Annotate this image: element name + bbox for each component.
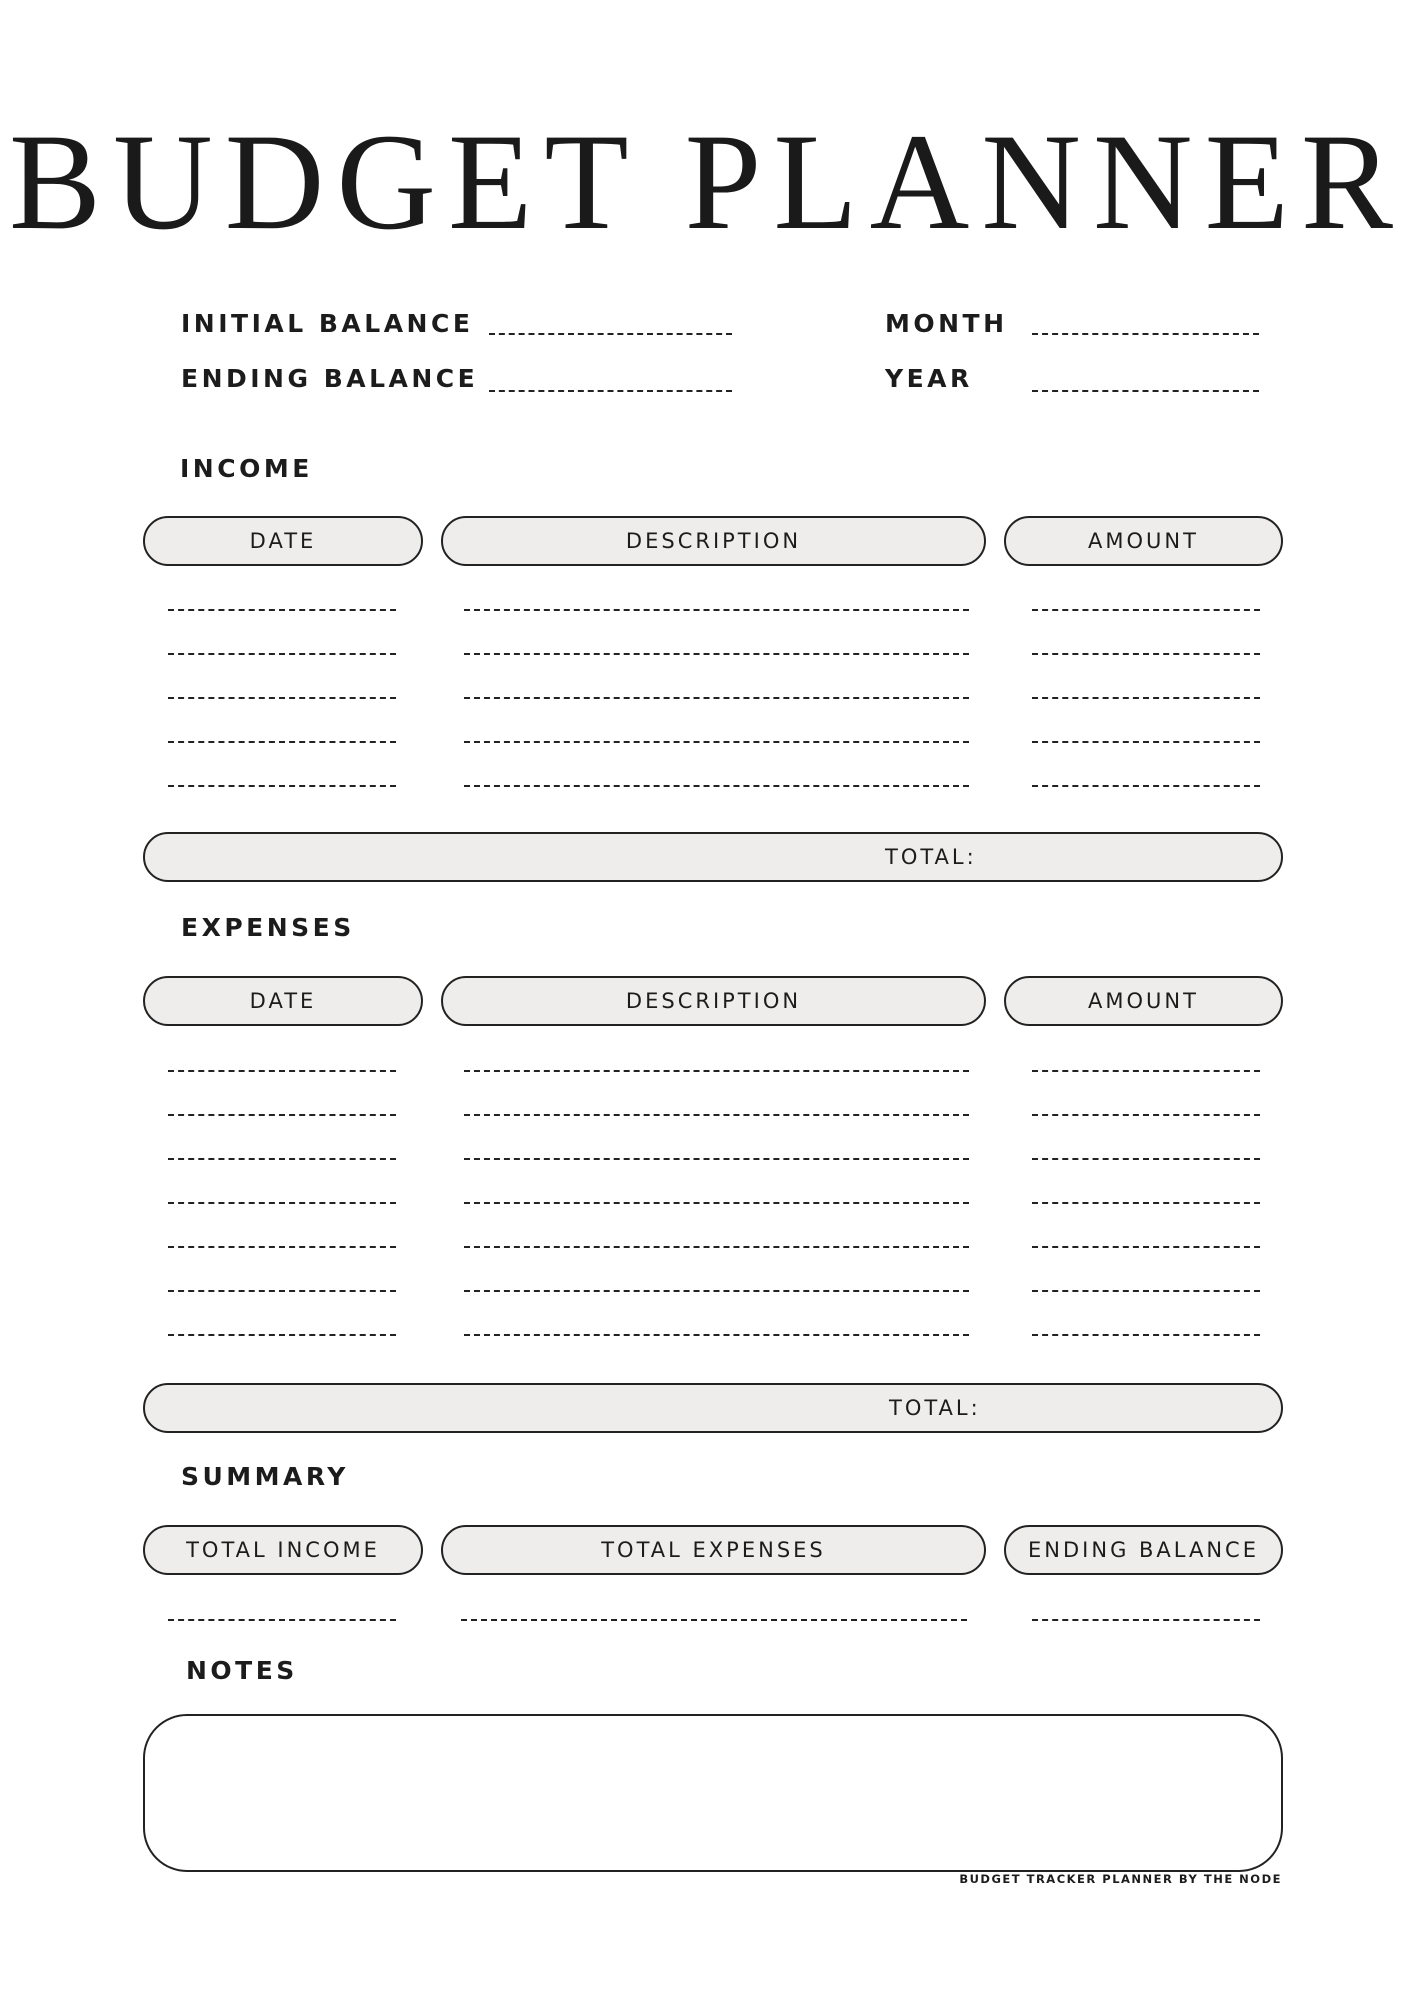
summary-heading: SUMMARY [181, 1462, 349, 1491]
income-description-field[interactable] [464, 609, 969, 611]
income-amount-field[interactable] [1032, 609, 1260, 611]
expense-amount-field[interactable] [1032, 1290, 1260, 1292]
summary-ending-balance-field[interactable] [1032, 1619, 1260, 1621]
expense-description-field[interactable] [464, 1070, 969, 1072]
notes-box[interactable] [143, 1714, 1283, 1872]
year-label: YEAR [885, 364, 973, 393]
income-description-field[interactable] [464, 741, 969, 743]
footer-credit: BUDGET TRACKER PLANNER BY THE NODE [959, 1872, 1282, 1886]
expense-description-field[interactable] [464, 1334, 969, 1336]
income-heading: INCOME [180, 454, 313, 483]
notes-heading: NOTES [186, 1656, 298, 1685]
income-date-header: DATE [143, 516, 423, 566]
expense-description-field[interactable] [464, 1114, 969, 1116]
expense-description-field[interactable] [464, 1202, 969, 1204]
initial-balance-field[interactable] [489, 333, 732, 335]
summary-total-income-field[interactable] [168, 1619, 396, 1621]
expense-amount-field[interactable] [1032, 1246, 1260, 1248]
income-total-bar[interactable] [143, 832, 1283, 882]
expense-date-field[interactable] [168, 1202, 396, 1204]
ending-balance-label: ENDING BALANCE [181, 364, 479, 393]
expenses-amount-header: AMOUNT [1004, 976, 1283, 1026]
expense-date-field[interactable] [168, 1114, 396, 1116]
income-date-field[interactable] [168, 785, 396, 787]
year-field[interactable] [1032, 390, 1259, 392]
summary-ending-balance-header: ENDING BALANCE [1004, 1525, 1283, 1575]
expense-amount-field[interactable] [1032, 1158, 1260, 1160]
income-date-field[interactable] [168, 741, 396, 743]
expense-date-field[interactable] [168, 1246, 396, 1248]
expenses-total-label: TOTAL: [889, 1396, 981, 1420]
expense-amount-field[interactable] [1032, 1334, 1260, 1336]
expenses-total-bar[interactable] [143, 1383, 1283, 1433]
page-title: BUDGET PLANNER [9, 105, 1405, 258]
expense-amount-field[interactable] [1032, 1070, 1260, 1072]
income-amount-field[interactable] [1032, 697, 1260, 699]
expenses-date-header: DATE [143, 976, 423, 1026]
income-description-field[interactable] [464, 653, 969, 655]
ending-balance-field[interactable] [489, 390, 732, 392]
income-date-field[interactable] [168, 653, 396, 655]
income-amount-header: AMOUNT [1004, 516, 1283, 566]
income-total-label: TOTAL: [885, 845, 977, 869]
expense-amount-field[interactable] [1032, 1114, 1260, 1116]
income-amount-field[interactable] [1032, 741, 1260, 743]
initial-balance-label: INITIAL BALANCE [181, 309, 474, 338]
expenses-description-header: DESCRIPTION [441, 976, 986, 1026]
summary-total-income-header: TOTAL INCOME [143, 1525, 423, 1575]
income-amount-field[interactable] [1032, 785, 1260, 787]
expense-amount-field[interactable] [1032, 1202, 1260, 1204]
income-date-field[interactable] [168, 609, 396, 611]
income-amount-field[interactable] [1032, 653, 1260, 655]
expense-date-field[interactable] [168, 1334, 396, 1336]
income-description-field[interactable] [464, 697, 969, 699]
expense-description-field[interactable] [464, 1158, 969, 1160]
income-description-header: DESCRIPTION [441, 516, 986, 566]
month-field[interactable] [1032, 333, 1259, 335]
expense-date-field[interactable] [168, 1070, 396, 1072]
expense-description-field[interactable] [464, 1246, 969, 1248]
summary-total-expenses-field[interactable] [461, 1619, 967, 1621]
summary-total-expenses-header: TOTAL EXPENSES [441, 1525, 986, 1575]
income-date-field[interactable] [168, 697, 396, 699]
month-label: MONTH [885, 309, 1008, 338]
expense-date-field[interactable] [168, 1158, 396, 1160]
income-description-field[interactable] [464, 785, 969, 787]
expense-description-field[interactable] [464, 1290, 969, 1292]
expense-date-field[interactable] [168, 1290, 396, 1292]
expenses-heading: EXPENSES [181, 913, 355, 942]
